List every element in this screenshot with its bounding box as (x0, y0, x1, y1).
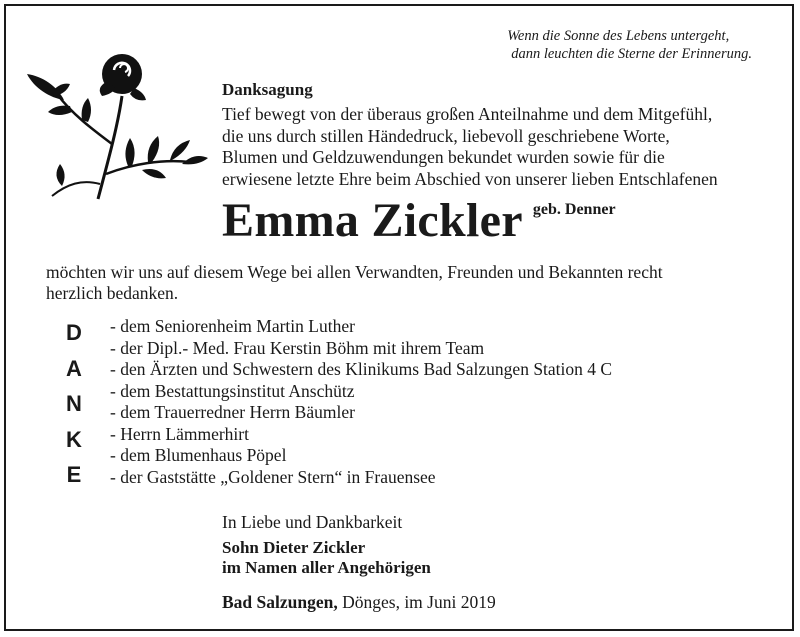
thanks-text (46, 262, 766, 304)
memorial-quote (507, 27, 752, 63)
intro-line: erwiesene letzte Ehre beim Abschied von unserer lieben Entschlafenen (222, 168, 718, 189)
thanks-line: möchten wir uns auf diesem Wege bei allen Verwandten, Freunden und Bekannten recht (46, 262, 663, 282)
quote-line-1: Wenn die Sonne des Lebens untergeht, (507, 28, 730, 44)
place-city: Bad Salzungen, (222, 592, 338, 612)
signature (222, 538, 431, 578)
rose-illustration-icon (22, 34, 212, 214)
list-item: - dem Blumenhaus Pöpel (110, 445, 287, 465)
signature-line-1: Sohn Dieter Zickler (222, 538, 366, 557)
birth-name: geb. Denner (532, 201, 616, 218)
place-date (222, 592, 496, 613)
intro-line: Tief bewegt von der überaus großen Anteilnahme und dem Mitgefühl, (222, 104, 713, 124)
list-item: - dem Bestattungsinstitut Anschütz (110, 380, 355, 401)
intro-text (222, 104, 782, 190)
danke-letter: N (66, 391, 82, 416)
closing-phrase: In Liebe und Dankbarkeit (222, 512, 403, 532)
list-item: - dem Seniorenheim Martin Luther (110, 316, 355, 336)
intro-line: die uns durch stillen Händedruck, liebevoll geschriebene Worte, (222, 125, 670, 146)
list-item: - dem Trauerredner Herrn Bäumler (110, 402, 355, 422)
danke-vertical (60, 320, 88, 498)
thanks-line: herzlich bedanken. (46, 283, 179, 303)
list-item: - Herrn Lämmerhirt (110, 423, 249, 444)
list-item: - der Dipl.- Med. Frau Kerstin Böhm mit ihrem Team (110, 337, 485, 358)
thanks-list (110, 316, 612, 488)
deceased-name-row (222, 193, 616, 248)
danke-letter: D (66, 320, 82, 345)
quote-line-2: dann leuchten die Sterne der Erinnerung. (511, 46, 752, 62)
place-date-text: Dönges, im Juni 2019 (337, 592, 496, 612)
intro-line: Blumen und Geldzuwendungen bekundet wurden sowie für die (222, 147, 665, 167)
list-item: - der Gaststätte „Goldener Stern“ in Frauensee (110, 466, 436, 487)
heading: Danksagung (222, 80, 313, 99)
danke-letter: A (66, 355, 82, 381)
deceased-name: Emma Zickler (222, 194, 523, 247)
list-item: - den Ärzten und Schwestern des Klinikums Bad Salzungen Station 4 C (110, 359, 613, 379)
danke-letter: K (66, 426, 82, 452)
signature-line-2: im Namen aller Angehörigen (222, 558, 431, 577)
danke-letter: E (66, 462, 82, 487)
